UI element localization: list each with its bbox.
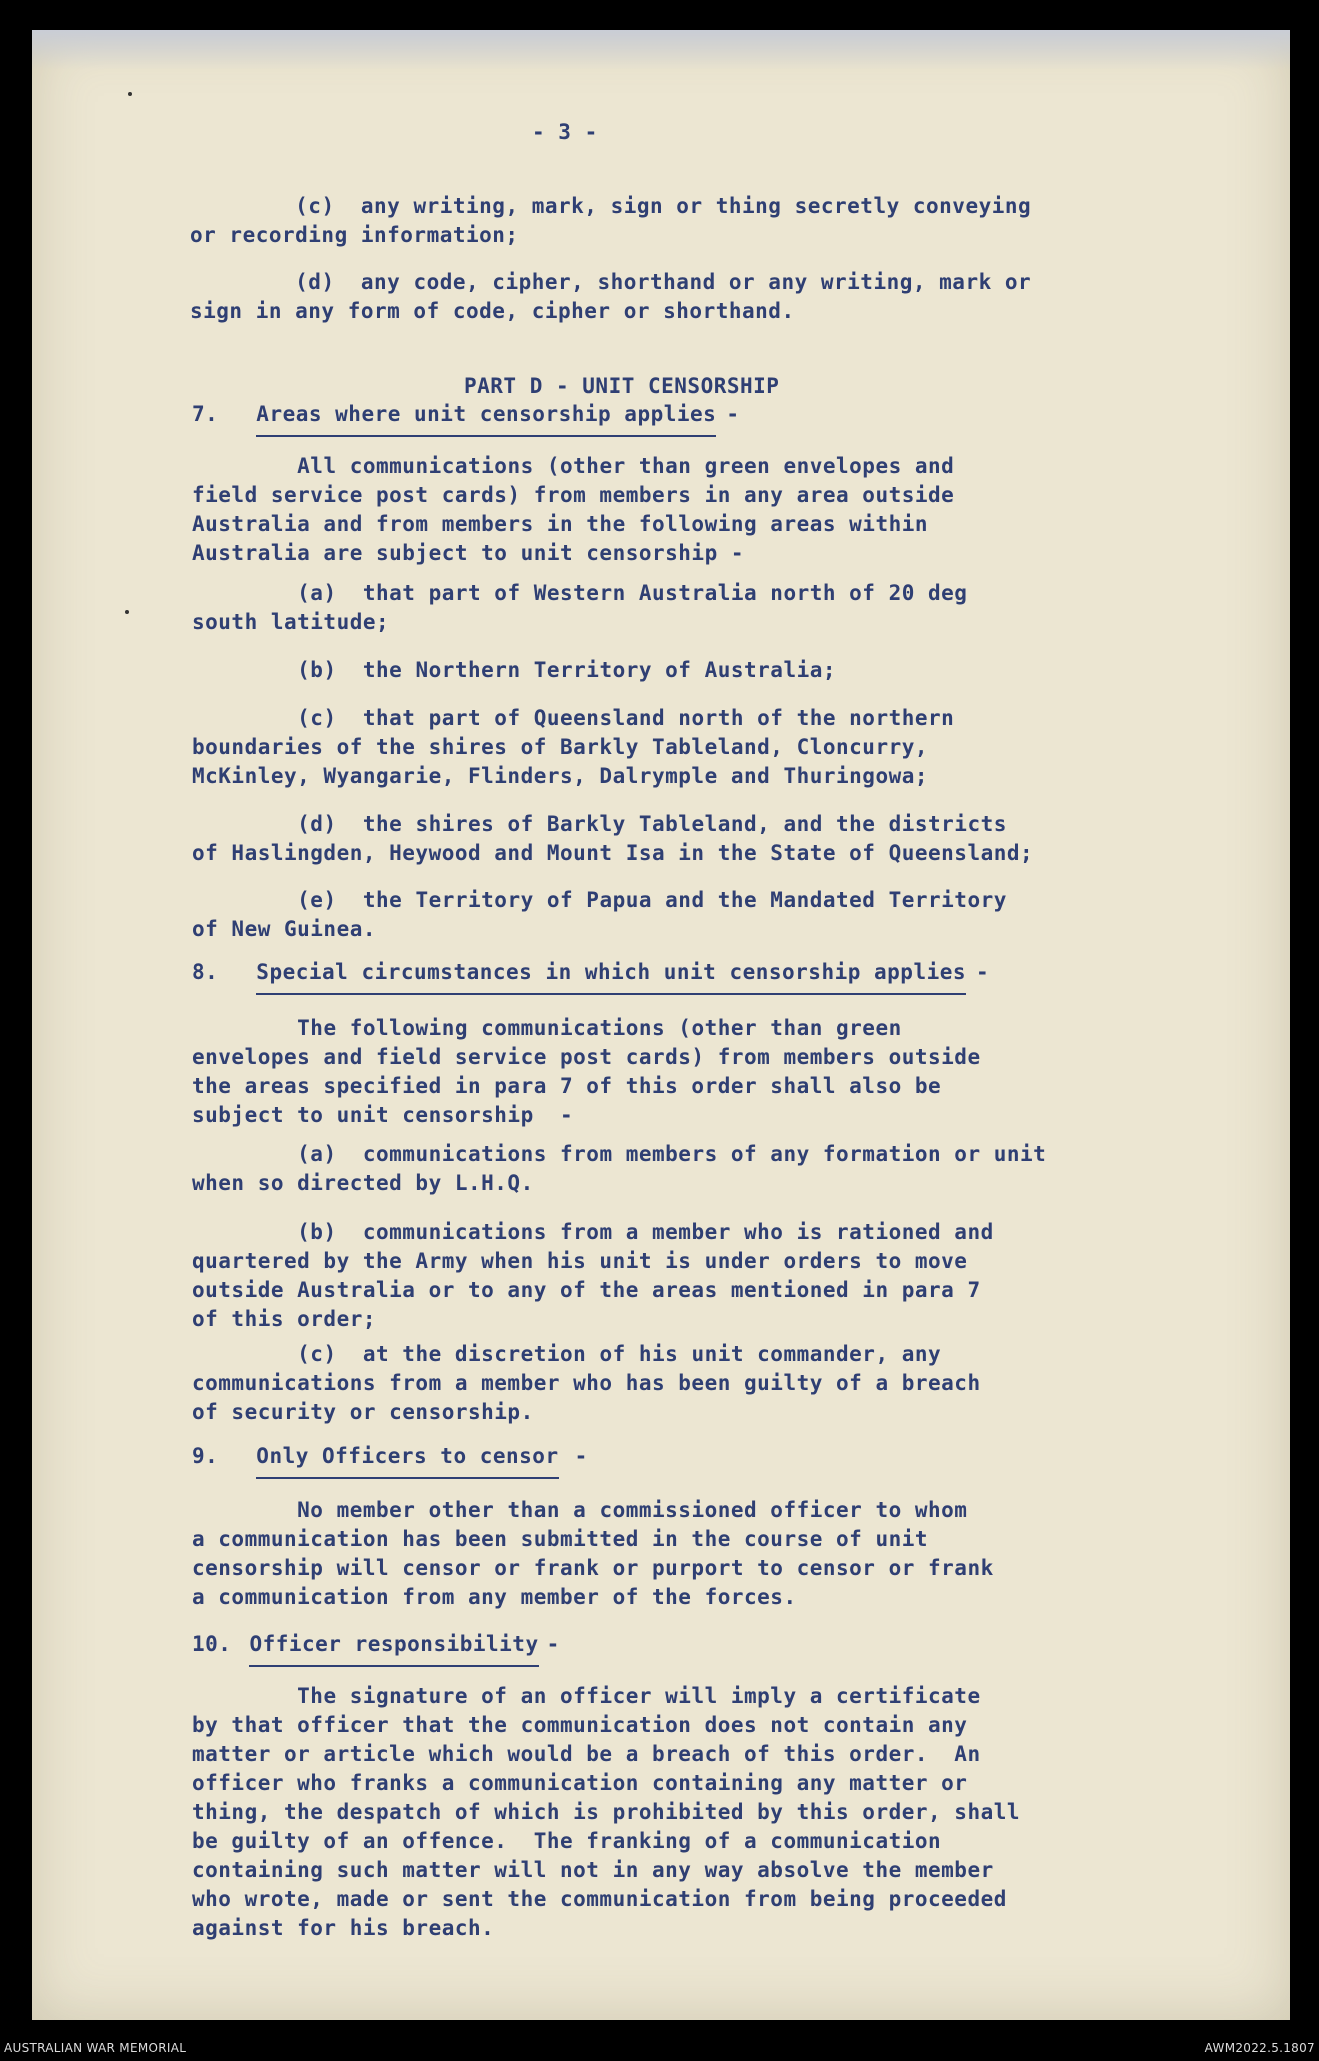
section-heading-dash: - xyxy=(976,960,990,984)
document-page xyxy=(32,30,1290,2020)
section-7-intro: All communications (other than green envelopes and field service post cards) from members in any area outside Australia and from members in the following areas within Australia are subject to unit censorship - xyxy=(192,454,955,565)
section-8-intro: The following communications (other than green envelopes and field service post cards) from members outside the areas specified in para 7 of this order shall also be subject to unit censorship - xyxy=(192,1016,981,1127)
section-7-heading xyxy=(192,400,739,437)
section-heading-text: Areas where unit censorship applies xyxy=(256,400,716,437)
section-7-item-e: (e) the Territory of Papua and the Mandated Territory of New Guinea. xyxy=(192,888,1007,941)
section-number: 7. xyxy=(192,402,219,426)
section-8-item-c: (c) at the discretion of his unit commander, any communications from a member who has been guilty of a breach of security or censorship. xyxy=(192,1342,981,1424)
footer-accession-number: AWM2022.5.1807 xyxy=(1204,2041,1315,2055)
section-8-item-b: (b) communications from a member who is rationed and quartered by the Army when his unit is under orders to move outside Australia or to any of the areas mentioned in para 7 of this order; xyxy=(192,1220,994,1331)
punch-hole-mark xyxy=(125,610,129,614)
section-heading-text: Officer responsibility xyxy=(249,1630,538,1667)
punch-hole-mark xyxy=(128,92,132,96)
section-number: 9. xyxy=(192,1444,219,1468)
page-number: - 3 - xyxy=(532,120,598,144)
section-heading-dash: - xyxy=(546,1632,560,1656)
section-9-heading xyxy=(192,1442,588,1479)
clause-c-writing: (c) any writing, mark, sign or thing secretly conveying or recording information; xyxy=(190,194,1032,247)
section-10-heading xyxy=(192,1630,560,1667)
section-7-item-b: (b) the Northern Territory of Australia; xyxy=(192,658,837,682)
section-7-item-a: (a) that part of Western Australia north of 20 deg south latitude; xyxy=(192,581,968,634)
footer-archive-name: AUSTRALIAN WAR MEMORIAL xyxy=(4,2041,187,2055)
section-heading-dash: - xyxy=(726,402,740,426)
section-8-item-a: (a) communications from members of any formation or unit when so directed by L.H.Q. xyxy=(192,1142,1047,1195)
section-7-item-d: (d) the shires of Barkly Tableland, and the districts of Haslingden, Heywood and Mount Isa in the State of Queensland; xyxy=(192,812,1034,865)
section-number: 8. xyxy=(192,960,219,984)
section-heading-text: Special circumstances in which unit censorship applies xyxy=(256,958,966,995)
section-8-heading xyxy=(192,958,989,995)
part-title: PART D - UNIT CENSORSHIP xyxy=(464,374,780,398)
section-9-body: No member other than a commissioned officer to whom a communication has been submitted in the course of unit censorship will censor or frank or purport to censor or frank a communication from any member of the forces. xyxy=(192,1498,994,1609)
clause-d-code: (d) any code, cipher, shorthand or any writing, mark or sign in any form of code, cipher or shorthand. xyxy=(190,270,1032,323)
section-number: 10. xyxy=(192,1632,232,1656)
section-10-body: The signature of an officer will imply a certificate by that officer that the communication does not contain any matter or article which would be a breach of this order. An officer who franks a communication containing any matter or thing, the despatch of which is prohibited by this order, shall be guilty of an offence. The franking of a communication containing such matter will not in any way absolve the member who wrote, made or sent the communication from being proceeded against for his breach. xyxy=(192,1684,1021,1940)
section-7-item-c: (c) that part of Queensland north of the northern boundaries of the shires of Barkly Tableland, Cloncurry, McKinley, Wyangarie, Flinders, Dalrymple and Thuringowa; xyxy=(192,706,955,788)
section-heading-text: Only Officers to censor xyxy=(256,1442,558,1479)
section-heading-dash: - xyxy=(574,1444,588,1468)
